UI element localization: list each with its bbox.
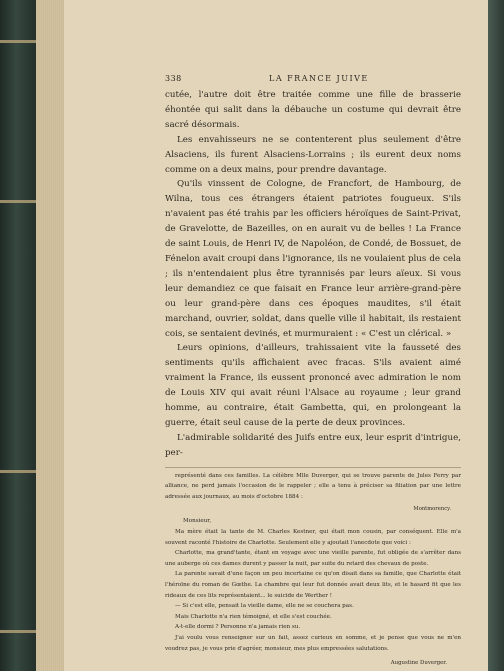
paragraph: cutée, l'autre doit être traitée comme une fille de brasserie éhontée qui salit dans la débauche un costume qui devrait être sacré désormais.	[165, 90, 461, 130]
page-text-block	[165, 74, 461, 669]
letter-paragraph: A-t-elle dormi ? Personne n'a jamais rien su.	[175, 624, 301, 631]
footnote	[165, 471, 461, 669]
paragraph: Qu'ils vinssent de Cologne, de Francfort, de Hambourg, de Wilna, tous ces étrangers étaient patriotes fougueux. S'ils n'avaient pas été trahis par les officiers héroïques de Saint-Privat, de Gravelotte, de Bazeilles, on en aurait vu de belles ! La France de saint Louis, de Henri IV, de Napoléon, de Condé, de Bossuet, de Fénelon avait croupi dans l'ignorance, ils ne voulaient plus de cela ; ils n'entendaient plus être tyrannisés par leurs aïeux. Si vous leur demandiez ce que faisait en France leur arrière-grand-père ou leur grand-père dans ces époques maudites, s'il était marchand, ouvrier, soldat, dans quelle ville il habitait, ils restaient cois, se sentaient devinés, et murmuraient : « C'est un clérical. »	[165, 179, 461, 339]
letter-paragraph: La parente savait d'une façon un peu incertaine ce qu'on disait dans sa famille, que Charlotte était l'héroïne du roman de Gœthe. La chambre qui leur fut donnée avait deux lits, et le hasard fit que les rideaux de ces lits représentaient... le suicide de Werther !	[165, 571, 461, 599]
paragraph: Leurs opinions, d'ailleurs, trahissaient vite la fausseté des sentiments qu'ils affichaient avec fracas. S'ils avaient aimé vraiment la France, ils eussent prononcé avec admiration le nom de Louis XIV qui avait réuni l'Alsace au royaume ; leur grand homme, au contraire, était Gambetta, qui, en prolongeant la guerre, était seul cause de la perte de deux provinces.	[165, 343, 461, 428]
book-binding	[0, 0, 36, 671]
book-cover-right	[488, 0, 504, 671]
page-number: 338	[165, 74, 182, 83]
letter-paragraph: Mais Charlotte n'a rien témoigné, et elle s'est couchée.	[175, 613, 332, 620]
footnote-divider	[165, 467, 461, 468]
binding-band	[0, 630, 36, 633]
running-head	[165, 74, 461, 88]
letter-paragraph: — Si c'est elle, pensait la vieille dame, elle ne se couchera pas.	[175, 603, 354, 610]
binding-band	[0, 470, 36, 473]
running-title: LA FRANCE JUIVE	[269, 74, 369, 83]
letter-paragraph: J'ai voulu vous renseigner sur un fait, assez curieux en somme, et je pense que vous ne m'en voudrez pas, je vous prie d'agréer, monsieur, mes plus empressées salutations.	[165, 634, 461, 652]
paragraph: Les envahisseurs ne se contenterent plus seulement d'être Alsaciens, ils furent Alsaciens-Lorrains ; ils eurent deux noms comme on a deux mains, pour prendre davantage.	[165, 134, 461, 175]
letter-place: Montmorency.	[413, 506, 451, 513]
binding-band	[0, 40, 36, 43]
letter-paragraph: Ma mère était la tante de M. Charles Kestner, qui était mon cousin, par conséquent. Elle m'a souvent raconté l'histoire de Charlotte. Seulement elle y ajoutait l'anecdote que voici :	[165, 529, 461, 546]
binding-band	[0, 200, 36, 203]
footnote-intro: représenté dans ces familles. La célèbre Mlle Duverger, qui se trouve parente de Jules Ferry par alliance, ne perd jamais l'occasion de le rappeler ; elle a tenu à préciser sa filiation par une lettre adressée aux journaux, au mois d'octobre 1884 :	[165, 472, 461, 500]
letter-paragraph: Charlotte, ma grand'tante, étant en voyage avec une vieille parente, fut obligée de s'arrêter dans une auberge où ces dames durent y passer la nuit, par suite du retard des chevaux de poste.	[165, 550, 461, 567]
letter-signature: Augustine Duverger.	[390, 660, 447, 667]
paragraph: L'admirable solidarité des Juifs entre eux, leur esprit d'intrigue, per-	[165, 432, 461, 458]
main-text	[165, 88, 461, 461]
page-edges	[36, 0, 64, 671]
letter-salutation: Monsieur,	[183, 518, 212, 525]
